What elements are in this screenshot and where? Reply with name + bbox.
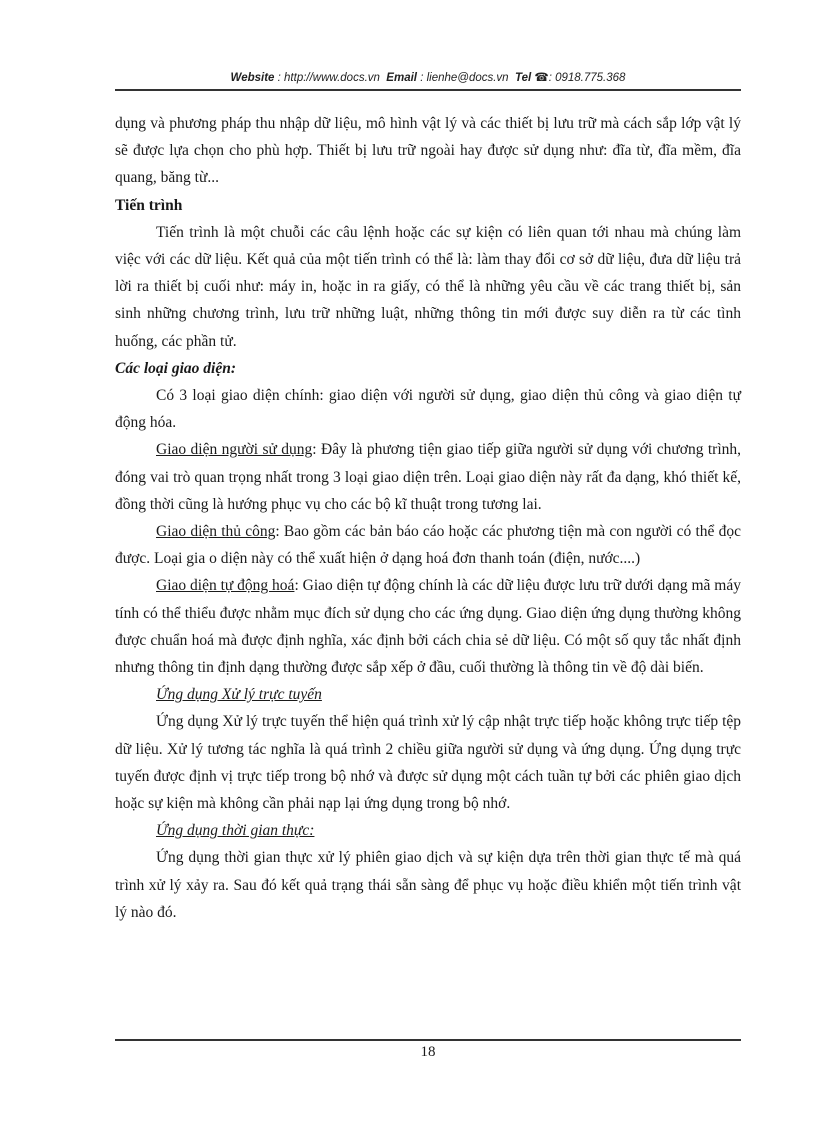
user-interface-text: : Đây là phương tiện giao tiếp giữa người sử dụng với chương trình, đóng vai trò quan trọng nhất trong 3 loại giao diện trên. Loại giao diện này rất đa dạng, khó thiết kế, đồng thời cũng là hướng phục vụ cho các bộ kĩ thuật trong tương lai. — [115, 441, 742, 513]
tel-label: Tel — [514, 72, 532, 84]
heading-process: Tiến trình — [115, 196, 183, 214]
tel-value: : 0918.775.368 — [548, 72, 626, 84]
auto-interface-term: Giao diện tự động hoá — [156, 577, 295, 595]
heading-online-processing: Ứng dụng Xử lý trực tuyến — [156, 686, 322, 704]
footer-divider — [115, 1039, 741, 1041]
email-label: Email — [386, 72, 417, 84]
page-number: 18 — [420, 1044, 436, 1060]
paragraph-online-processing: Ứng dụng Xử lý trực tuyến thể hiện quá trình xử lý cập nhật trực tiếp hoặc không trực tiếp tệp dữ liệu. Xử lý tương tác nghĩa là quá trình 2 chiều giữa người sử dụng và ứng dụng. Ứng dụng trực tuyến được định vị trực tiếp trong bộ nhớ và được sử dụng một cách tuần tự bởi các phiên giao dịch hoặc sự kiện mà không cần phải nạp lại ứng dụng trong bộ nhớ. — [115, 713, 741, 813]
paragraph-realtime: Ứng dụng thời gian thực xử lý phiên giao dịch và sự kiện dựa trên thời gian thực tế mà quá trình xử lý xảy ra. Sau đó kết quả trạng thái sẵn sàng để phục vụ hoặc điều khiển một tiến trình vật lý nào đó. — [115, 849, 741, 921]
manual-interface-term: Giao diện thủ công — [156, 523, 276, 541]
header-divider — [115, 89, 741, 91]
website-value: : http://www.docs.vn — [277, 72, 380, 84]
paragraph-manual-interface — [115, 518, 741, 572]
website-label: Website — [230, 72, 275, 84]
paragraph-process: Tiến trình là một chuỗi các câu lệnh hoặc các sự kiện có liên quan tới nhau mà chúng làm việc với các dữ liệu. Kết quả của một tiến trình có thể là: làm thay đổi cơ sở dữ liệu, đưa dữ liệu trả lời ra thiết bị cuối như: máy in, hoặc in ra giấy, có thể là những yêu cầu về các trang thiết bị, sản sinh những chương trình, lưu trữ những luật, những thông tin mới được suy diễn ra từ các tình huống, các phần tử. — [115, 223, 741, 350]
user-interface-term: Giao diện người sử dụng — [156, 441, 313, 459]
heading-interface-types: Các loại giao diện: — [115, 359, 236, 377]
auto-interface-text: : Giao diện tự động chính là các dữ liệu được lưu trữ dưới dạng mã máy tính có thể thiểu được nhằm mục đích sử dụng cho các ứng dụng. Giao diện ứng dụng thường không được chuẩn hoá mà được định nghĩa, xác định bởi cách chia sẻ dữ liệu. Có một số quy tắc nhất định nhưng thông tin định dạng thường được sắp xếp ở đầu, cuối thường là thông tin về độ dài biến. — [115, 577, 741, 677]
document-body — [115, 110, 741, 926]
phone-icon: ☎ — [534, 72, 549, 84]
paragraph-auto-interface — [115, 572, 741, 681]
page-header — [115, 70, 741, 84]
paragraph-user-interface — [115, 436, 741, 518]
paragraph-interface-types: Có 3 loại giao diện chính: giao diện với người sử dụng, giao diện thủ công và giao diện tự động hóa. — [115, 387, 741, 432]
manual-interface-text: : Bao gồm các bản báo cáo hoặc các phương tiện mà con người có thể đọc được. Loại gia o diện này có thể xuất hiện ở dạng hoá đơn thanh toán (điện, nước....) — [115, 523, 741, 568]
email-value: : lienhe@docs.vn — [420, 72, 509, 84]
heading-realtime: Ứng dụng thời gian thực: — [156, 822, 315, 840]
paragraph-intro: dụng và phương pháp thu nhập dữ liệu, mô hình vật lý và các thiết bị lưu trữ mà cách sắp lớp vật lý sẽ được lựa chọn cho phù hợp. Thiết bị lưu trữ ngoài hay được sử dụng như: đĩa từ, đĩa mềm, đĩa quang, băng từ... — [115, 115, 741, 187]
